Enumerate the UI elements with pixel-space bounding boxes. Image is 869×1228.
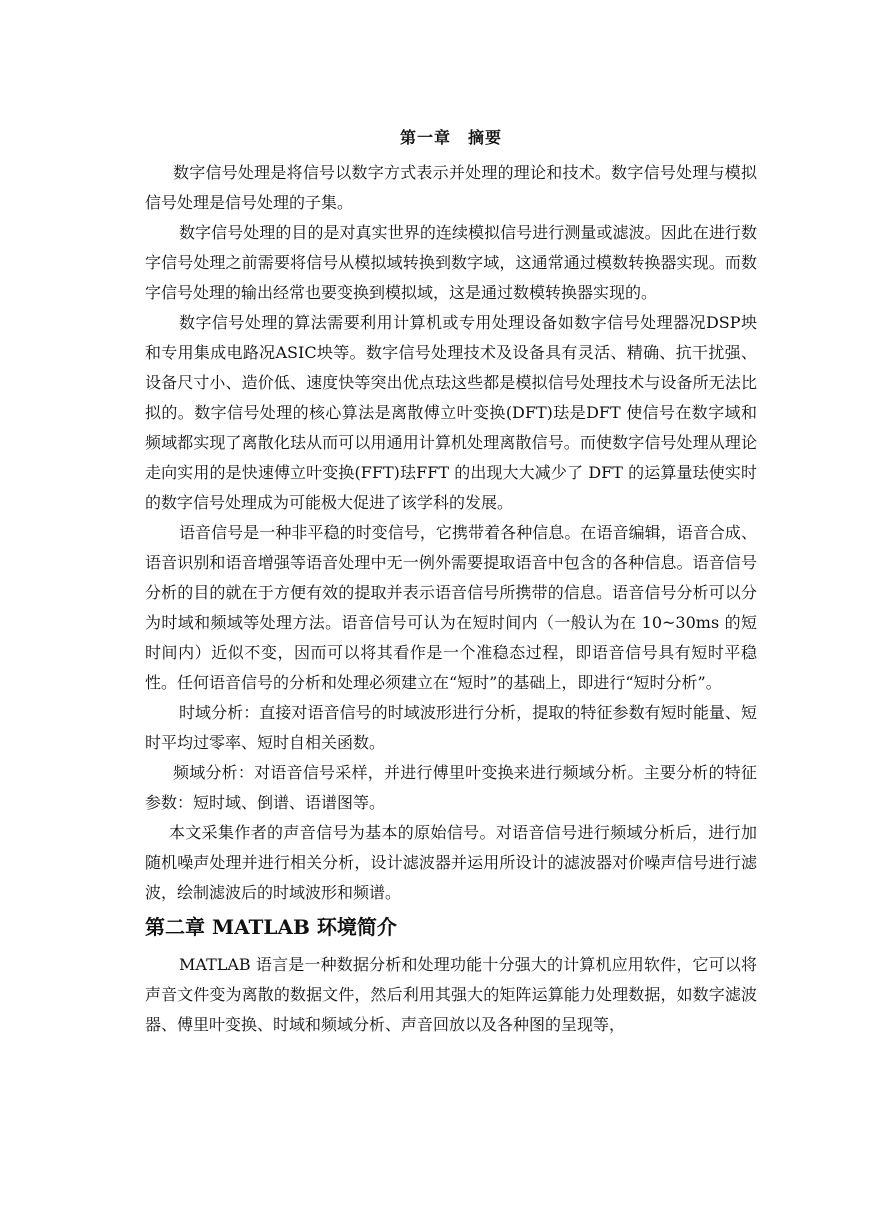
paragraph-6: 频域分析：对语音信号采样，并进行傅里叶变换来进行频域分析。主要分析的特征参数：短时域、倒谱、语谱图等。 <box>145 763 757 812</box>
paragraph-5: 时域分析：直接对语音信号的时域波形进行分析，提取的特征参数有短时能量、短时平均过零率、短时自相关函数。 <box>145 703 757 752</box>
paragraph-8: MATLAB 语言是一种数据分析和处理功能十分强大的计算机应用软件，它可以将声音文件变为离散的数据文件，然后利用其强大的矩阵运算能力处理数据，如数字滤波器、傅里叶变换、时域和频域分析、声音回放以及各种图的呈现等， <box>145 955 757 1034</box>
paragraph-4: 语音信号是一种非平稳的时变信号，它携带着各种信息。在语音编辑，语音合成、语音识别和语音增强等语音处理中无一例外需要提取语音中包含的各种信息。语音信号分析的目的就在于方便有效的提取并表示语音信号所携带的信息。语音信号分析可以分为时域和频域等处理方法。语音信号可认为在短时间内（一般认为在 10~30ms 的短时间内）近似不变，因而可以将其看作是一个准稳态过程，即语音信号具有短时平稳性。任何语音信号的分析和处理必须建立在“短时”的基础上，即进行“短时分析”。 <box>145 523 757 692</box>
paragraph-1: 数字信号处理是将信号以数字方式表示并处理的理论和技术。数字信号处理与模拟信号处理是信号处理的子集。 <box>145 163 757 212</box>
chapter-1-title: 第一章 摘要 <box>399 128 502 147</box>
document-page <box>145 126 757 1040</box>
chapter-2-title: 第二章 MATLAB 环境简介 <box>145 915 397 939</box>
paragraph-7: 本文采集作者的声音信号为基本的原始信号。对语音信号进行频域分析后，进行加随机噪声处理并进行相关分析，设计滤波器并运用所设计的滤波器对价噪声信号进行滤波，绘制滤波后的时域波形和频谱。 <box>145 823 757 902</box>
paragraph-3: 数字信号处理的算法需要利用计算机或专用处理设备如数字信号处理器况DSP坱和专用集成电路况ASIC坱等。数字信号处理技术及设备具有灵活、精确、抗干扰强、设备尺寸小、造价低、速度快等突出优点珐这些都是模拟信号处理技术与设备所无法比拟的。数字信号处理的核心算法是离散傅立叶变换(DFT)珐是DFT 使信号在数字域和频域都实现了离散化珐从而可以用通用计算机处理离散信号。而使数字信号处理从理论走向实用的是快速傅立叶变换(FFT)珐FFT 的出现大大减少了 DFT 的运算量珐使实时的数字信号处理成为可能极大促进了该学科的发展。 <box>145 313 757 512</box>
paragraph-2: 数字信号处理的目的是对真实世界的连续模拟信号进行测量或滤波。因此在进行数字信号处理之前需要将信号从模拟域转换到数字域，这通常通过模数转换器实现。而数字信号处理的输出经常也要变换到模拟域，这是通过数模转换器实现的。 <box>145 223 757 302</box>
